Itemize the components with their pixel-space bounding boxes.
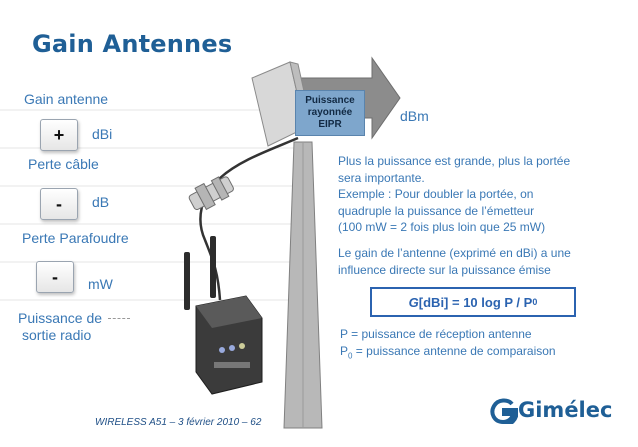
range-line-5: (100 mW = 2 fois plus loin que 25 mW) [338, 220, 546, 234]
range-line-4: quadruple la puissance de l’émetteur [338, 203, 535, 218]
radio-antenna-left-icon [184, 252, 190, 310]
eipr-line2: rayonnée [307, 107, 353, 118]
puissance-sortie-label-line2: sortie radio [22, 327, 92, 343]
slide-title: Gain Antennes [32, 30, 233, 58]
plus-sign: + [53, 124, 65, 145]
gain-paragraph [338, 245, 571, 278]
dbm-unit-label: dBm [400, 108, 429, 124]
gain-line-1: Le gain de l’antenne (exprimé en dBi) a une [338, 246, 571, 260]
parafoudre-icon [186, 172, 236, 214]
def-p0-text: = puissance antenne de comparaison [352, 343, 556, 358]
gain-formula-box [370, 287, 576, 317]
perte-cable-label: Perte câble [28, 156, 99, 172]
radio-antenna-right-icon [210, 236, 216, 298]
puissance-sortie-label-line1: Puissance de [18, 310, 103, 326]
mw-unit-label: mW [88, 276, 113, 292]
definition-p: P = puissance de réception antenne [340, 327, 532, 341]
def-p0-letter: P [340, 343, 349, 358]
perte-parafoudre-label: Perte Parafoudre [22, 230, 129, 246]
gain-antenne-label: Gain antenne [24, 91, 109, 107]
minus-sign: - [52, 266, 58, 287]
eipr-line1: Puissance [305, 95, 355, 106]
gimelec-logo-text: Gimélec [518, 398, 613, 422]
range-paragraph [338, 153, 570, 236]
gain-line-2: influence directe sur la puissance émise [338, 262, 551, 277]
range-line-2: sera importante. [338, 170, 425, 185]
dbi-unit-label: dBi [92, 126, 113, 142]
def-p0-subscript: 0 [348, 350, 353, 360]
range-line-1: Plus la puissance est grande, plus la portée [338, 154, 571, 168]
formula-body: [dBi] = 10 log P / P [418, 294, 533, 310]
eipr-box [295, 90, 365, 136]
definitions [340, 326, 556, 364]
db-unit-label: dB [92, 194, 110, 210]
minus-sign: - [56, 193, 62, 214]
definition-p0 [340, 343, 556, 365]
slide-footer: WIRELESS A51 – 3 février 2010 – 62 [95, 417, 262, 428]
range-line-3: Exemple : Pour doubler la portée, on [338, 187, 534, 201]
formula-subscript: 0 [532, 297, 538, 307]
gimelec-logo-icon [490, 398, 518, 424]
eipr-line3: EIPR [318, 119, 342, 130]
formula-g: G [408, 294, 419, 310]
